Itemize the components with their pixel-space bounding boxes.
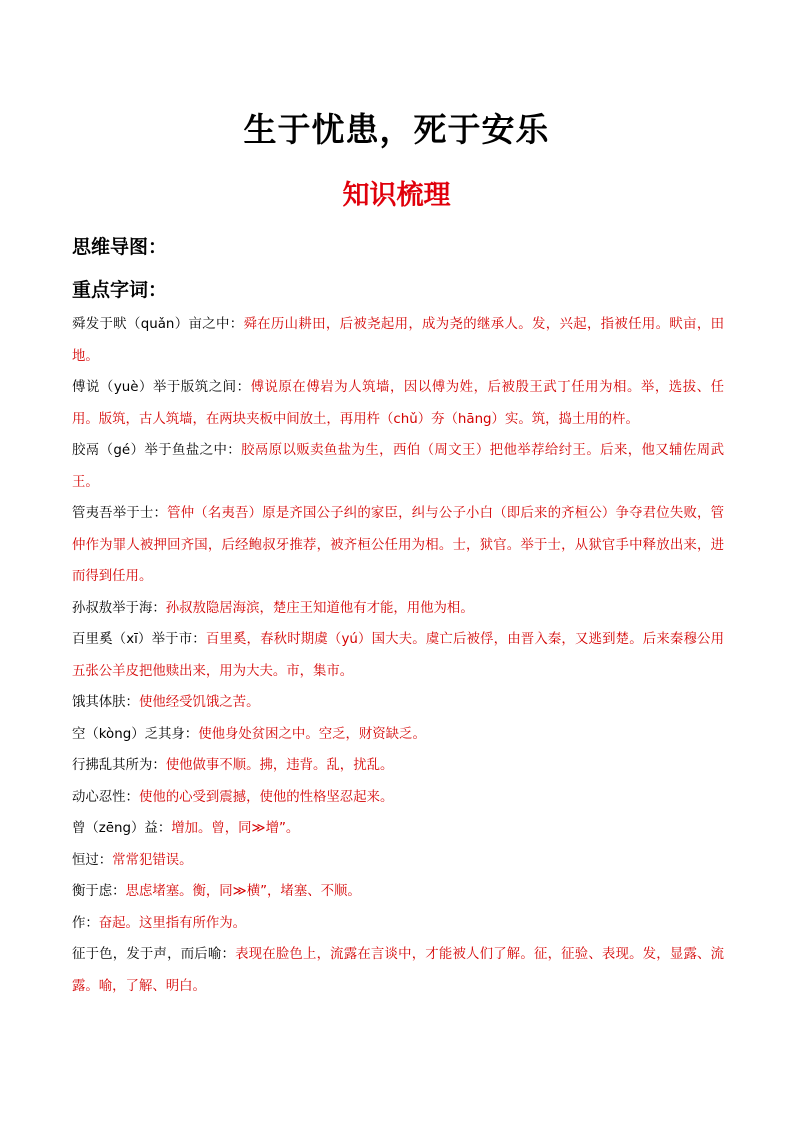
entry-explanation: 傅说原在傅岩为人筑墙，因以傅为姓，后被殷王武丁任用为相。举，选拔、任用。版筑，古人筑墙，在两块夹板中间放土，再用杵（chǔ）夯（hāng）实。筑，捣土用的杵。 — [72, 380, 725, 427]
entry-term: 胶鬲（gé）举于鱼盐之中： — [72, 443, 242, 458]
entry-explanation: 奋起。这里指有所作为。 — [98, 915, 247, 931]
key-words-list — [72, 309, 724, 1002]
list-item — [72, 372, 724, 435]
list-item — [72, 498, 724, 593]
entry-term: 百里奚（xī）举于市： — [72, 632, 206, 647]
entry-explanation: 使他做事不顺。拂，违背。乱，扰乱。 — [165, 758, 394, 773]
page-subtitle: 知识梳理 — [342, 180, 451, 211]
entry-term: 衡于虑： — [72, 884, 126, 899]
entry-explanation: 常常犯错误。 — [112, 852, 193, 868]
list-item — [72, 309, 724, 372]
list-item — [72, 624, 724, 687]
entry-term: 动心忍性： — [72, 789, 139, 805]
list-item — [72, 719, 724, 751]
entry-term: 行拂乱其所为： — [72, 758, 166, 773]
entry-explanation: 增加。曾，同≫增”。 — [171, 821, 300, 836]
entry-explanation: 使他经受饥饿之苦。 — [138, 695, 260, 710]
list-item — [72, 593, 724, 625]
entry-term: 饿其体肤： — [72, 695, 139, 710]
list-item — [72, 939, 724, 1002]
list-item — [72, 435, 724, 498]
list-item — [72, 750, 724, 782]
list-item — [72, 845, 724, 877]
list-item — [72, 687, 724, 719]
entry-explanation: 胶鬲原以贩卖鱼盐为生，西伯（周文王）把他举荐给纣王。后来，他又辅佐周武王。 — [72, 443, 724, 490]
entry-term: 空（kòng）乏其身： — [72, 726, 199, 742]
list-item — [72, 782, 724, 814]
entry-term: 恒过： — [72, 852, 113, 868]
section-heading-key-words: 重点字词： — [72, 279, 168, 301]
entry-explanation: 表现在脸色上，流露在言谈中，才能被人们了解。征，征验、表现。发，显露、流露。喻，了解、明白。 — [72, 947, 725, 994]
entry-explanation: 舜在历山耕田，后被尧起用，成为尧的继承人。发，兴起，指被任用。畎亩，田地。 — [72, 317, 724, 364]
entry-term: 傅说（yuè）举于版筑之间： — [72, 380, 251, 395]
entry-term: 舜发于畎（quǎn）亩之中： — [72, 317, 244, 332]
entry-explanation: 管仲（名夷吾）原是齐国公子纠的家臣，纠与公子小白（即后来的齐桓公）争夺君位失败，管仲作为罪人被押回齐国，后经鲍叔牙推荐，被齐桓公任用为相。士，狱官。举于士，从狱官手中释放出来，进而得到任用。 — [72, 506, 725, 584]
section-heading-mind-map: 思维导图： — [72, 236, 168, 258]
list-item — [72, 908, 724, 940]
page-title: 生于忧患，死于安乐 — [243, 110, 550, 149]
entry-explanation: 使他身处贫困之中。空乏，财资缺乏。 — [198, 726, 426, 742]
entry-term: 管夷吾举于士： — [72, 506, 168, 521]
entry-term: 征于色，发于声，而后喻： — [72, 947, 236, 962]
entry-explanation: 使他的心受到震撼，使他的性格坚忍起来。 — [138, 789, 394, 805]
list-item — [72, 876, 724, 908]
entry-explanation: 孙叔敖隐居海滨，楚庄王知道他有才能，用他为相。 — [165, 600, 474, 616]
entry-explanation: 百里奚，春秋时期虞（yú）国大夫。虞亡后被俘，由晋入秦，又逃到楚。后来秦穆公用五张公羊皮把他赎出来，用为大夫。市，集市。 — [72, 632, 724, 679]
entry-explanation: 思虑堵塞。衡，同≫横”，堵塞、不顺。 — [125, 884, 361, 899]
list-item — [72, 813, 724, 845]
entry-term: 作： — [72, 915, 99, 931]
entry-term: 孙叔敖举于海： — [72, 600, 166, 616]
entry-term: 曾（zēng）益： — [72, 821, 172, 836]
